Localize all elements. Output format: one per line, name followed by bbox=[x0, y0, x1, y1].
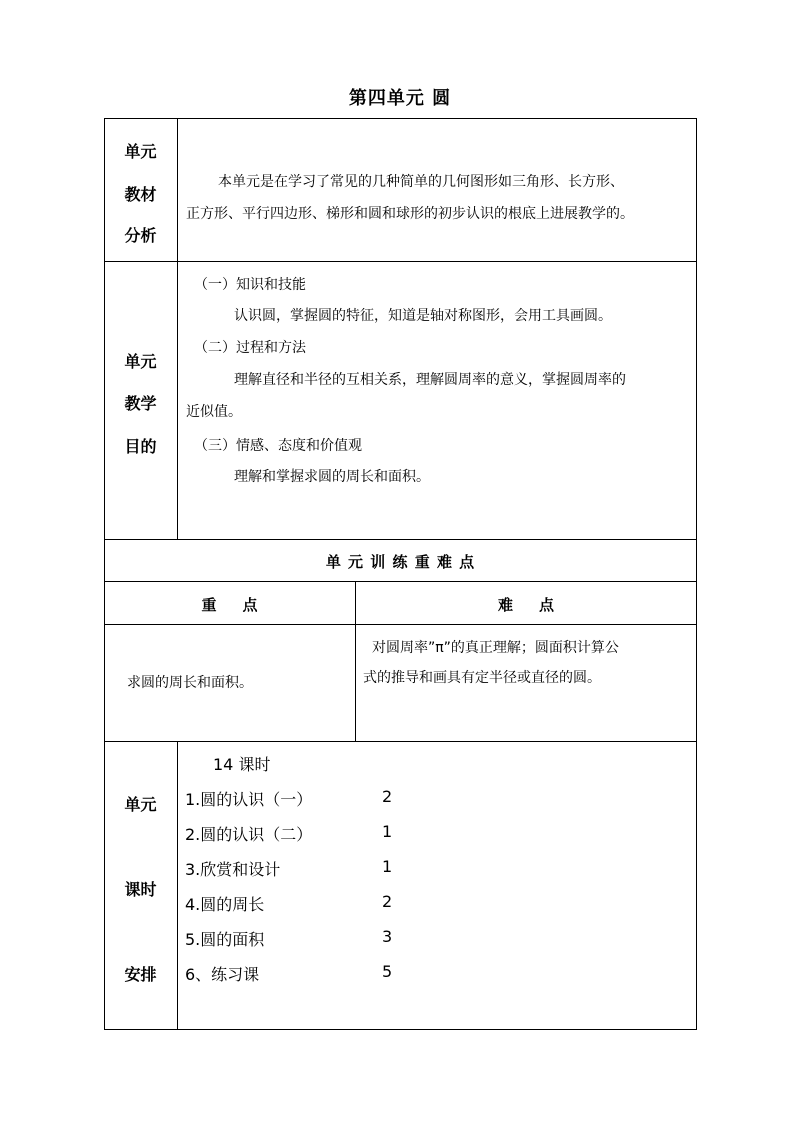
goal-text: 近似值。 bbox=[186, 404, 242, 420]
row-divider bbox=[104, 539, 697, 540]
schedule-total: 14 课时 bbox=[213, 755, 271, 774]
schedule-item-hours: 3 bbox=[382, 927, 393, 946]
row-divider bbox=[104, 624, 697, 625]
difficult-points-header: 难 点 bbox=[497, 596, 555, 614]
schedule-label-line: 安排 bbox=[124, 965, 157, 984]
schedule-item-name: 5.圆的面积 bbox=[185, 930, 265, 949]
label-column-divider bbox=[177, 118, 178, 539]
difficult-points-text: 对圆周率”π”的真正理解；圆面积计算公 bbox=[372, 640, 619, 656]
schedule-item-hours: 5 bbox=[382, 962, 393, 981]
schedule-item-hours: 2 bbox=[382, 892, 393, 911]
schedule-item-name: 3.欣赏和设计 bbox=[185, 860, 281, 879]
goals-label-line: 教学 bbox=[124, 394, 157, 413]
goal-heading: （三）情感、态度和价值观 bbox=[194, 438, 362, 454]
schedule-label-line: 课时 bbox=[124, 880, 157, 899]
row-divider bbox=[104, 261, 697, 262]
schedule-label-line: 单元 bbox=[124, 795, 157, 814]
goal-heading: （一）知识和技能 bbox=[194, 277, 306, 293]
row-divider bbox=[104, 741, 697, 742]
analysis-label-line: 分析 bbox=[124, 226, 157, 245]
row-divider bbox=[104, 581, 697, 582]
schedule-item-name: 1.圆的认识（一） bbox=[185, 790, 313, 809]
keypoints-header: 单 元 训 练 重 难 点 bbox=[325, 553, 476, 571]
page-title: 第四单元 圆 bbox=[348, 88, 452, 109]
schedule-item-name: 6、练习课 bbox=[185, 965, 260, 984]
key-points-header: 重 点 bbox=[201, 596, 258, 614]
schedule-item-hours: 2 bbox=[382, 787, 393, 806]
analysis-text: 本单元是在学习了常见的几种简单的几何图形如三角形、长方形、 bbox=[218, 174, 624, 190]
label-column-divider bbox=[177, 741, 178, 1030]
goal-text: 理解和掌握求圆的周长和面积。 bbox=[234, 469, 430, 485]
analysis-label-line: 教材 bbox=[124, 185, 157, 204]
analysis-label-line: 单元 bbox=[124, 142, 157, 161]
goals-label-line: 单元 bbox=[124, 352, 157, 371]
difficult-points-text: 式的推导和画具有定半径或直径的圆。 bbox=[363, 670, 601, 686]
schedule-item-name: 4.圆的周长 bbox=[185, 895, 265, 914]
schedule-item-hours: 1 bbox=[382, 822, 393, 841]
schedule-item-hours: 1 bbox=[382, 857, 393, 876]
schedule-item-name: 2.圆的认识（二） bbox=[185, 825, 313, 844]
goals-label-line: 目的 bbox=[124, 437, 157, 456]
goal-text: 理解直径和半径的互相关系，理解圆周率的意义，掌握圆周率的 bbox=[234, 372, 626, 388]
key-points-text: 求圆的周长和面积。 bbox=[127, 675, 253, 691]
analysis-text: 正方形、平行四边形、梯形和圆和球形的初步认识的根底上进展教学的。 bbox=[186, 206, 634, 222]
goal-heading: （二）过程和方法 bbox=[194, 340, 306, 356]
goal-text: 认识圆，掌握圆的特征，知道是轴对称图形，会用工具画圆。 bbox=[234, 308, 612, 324]
